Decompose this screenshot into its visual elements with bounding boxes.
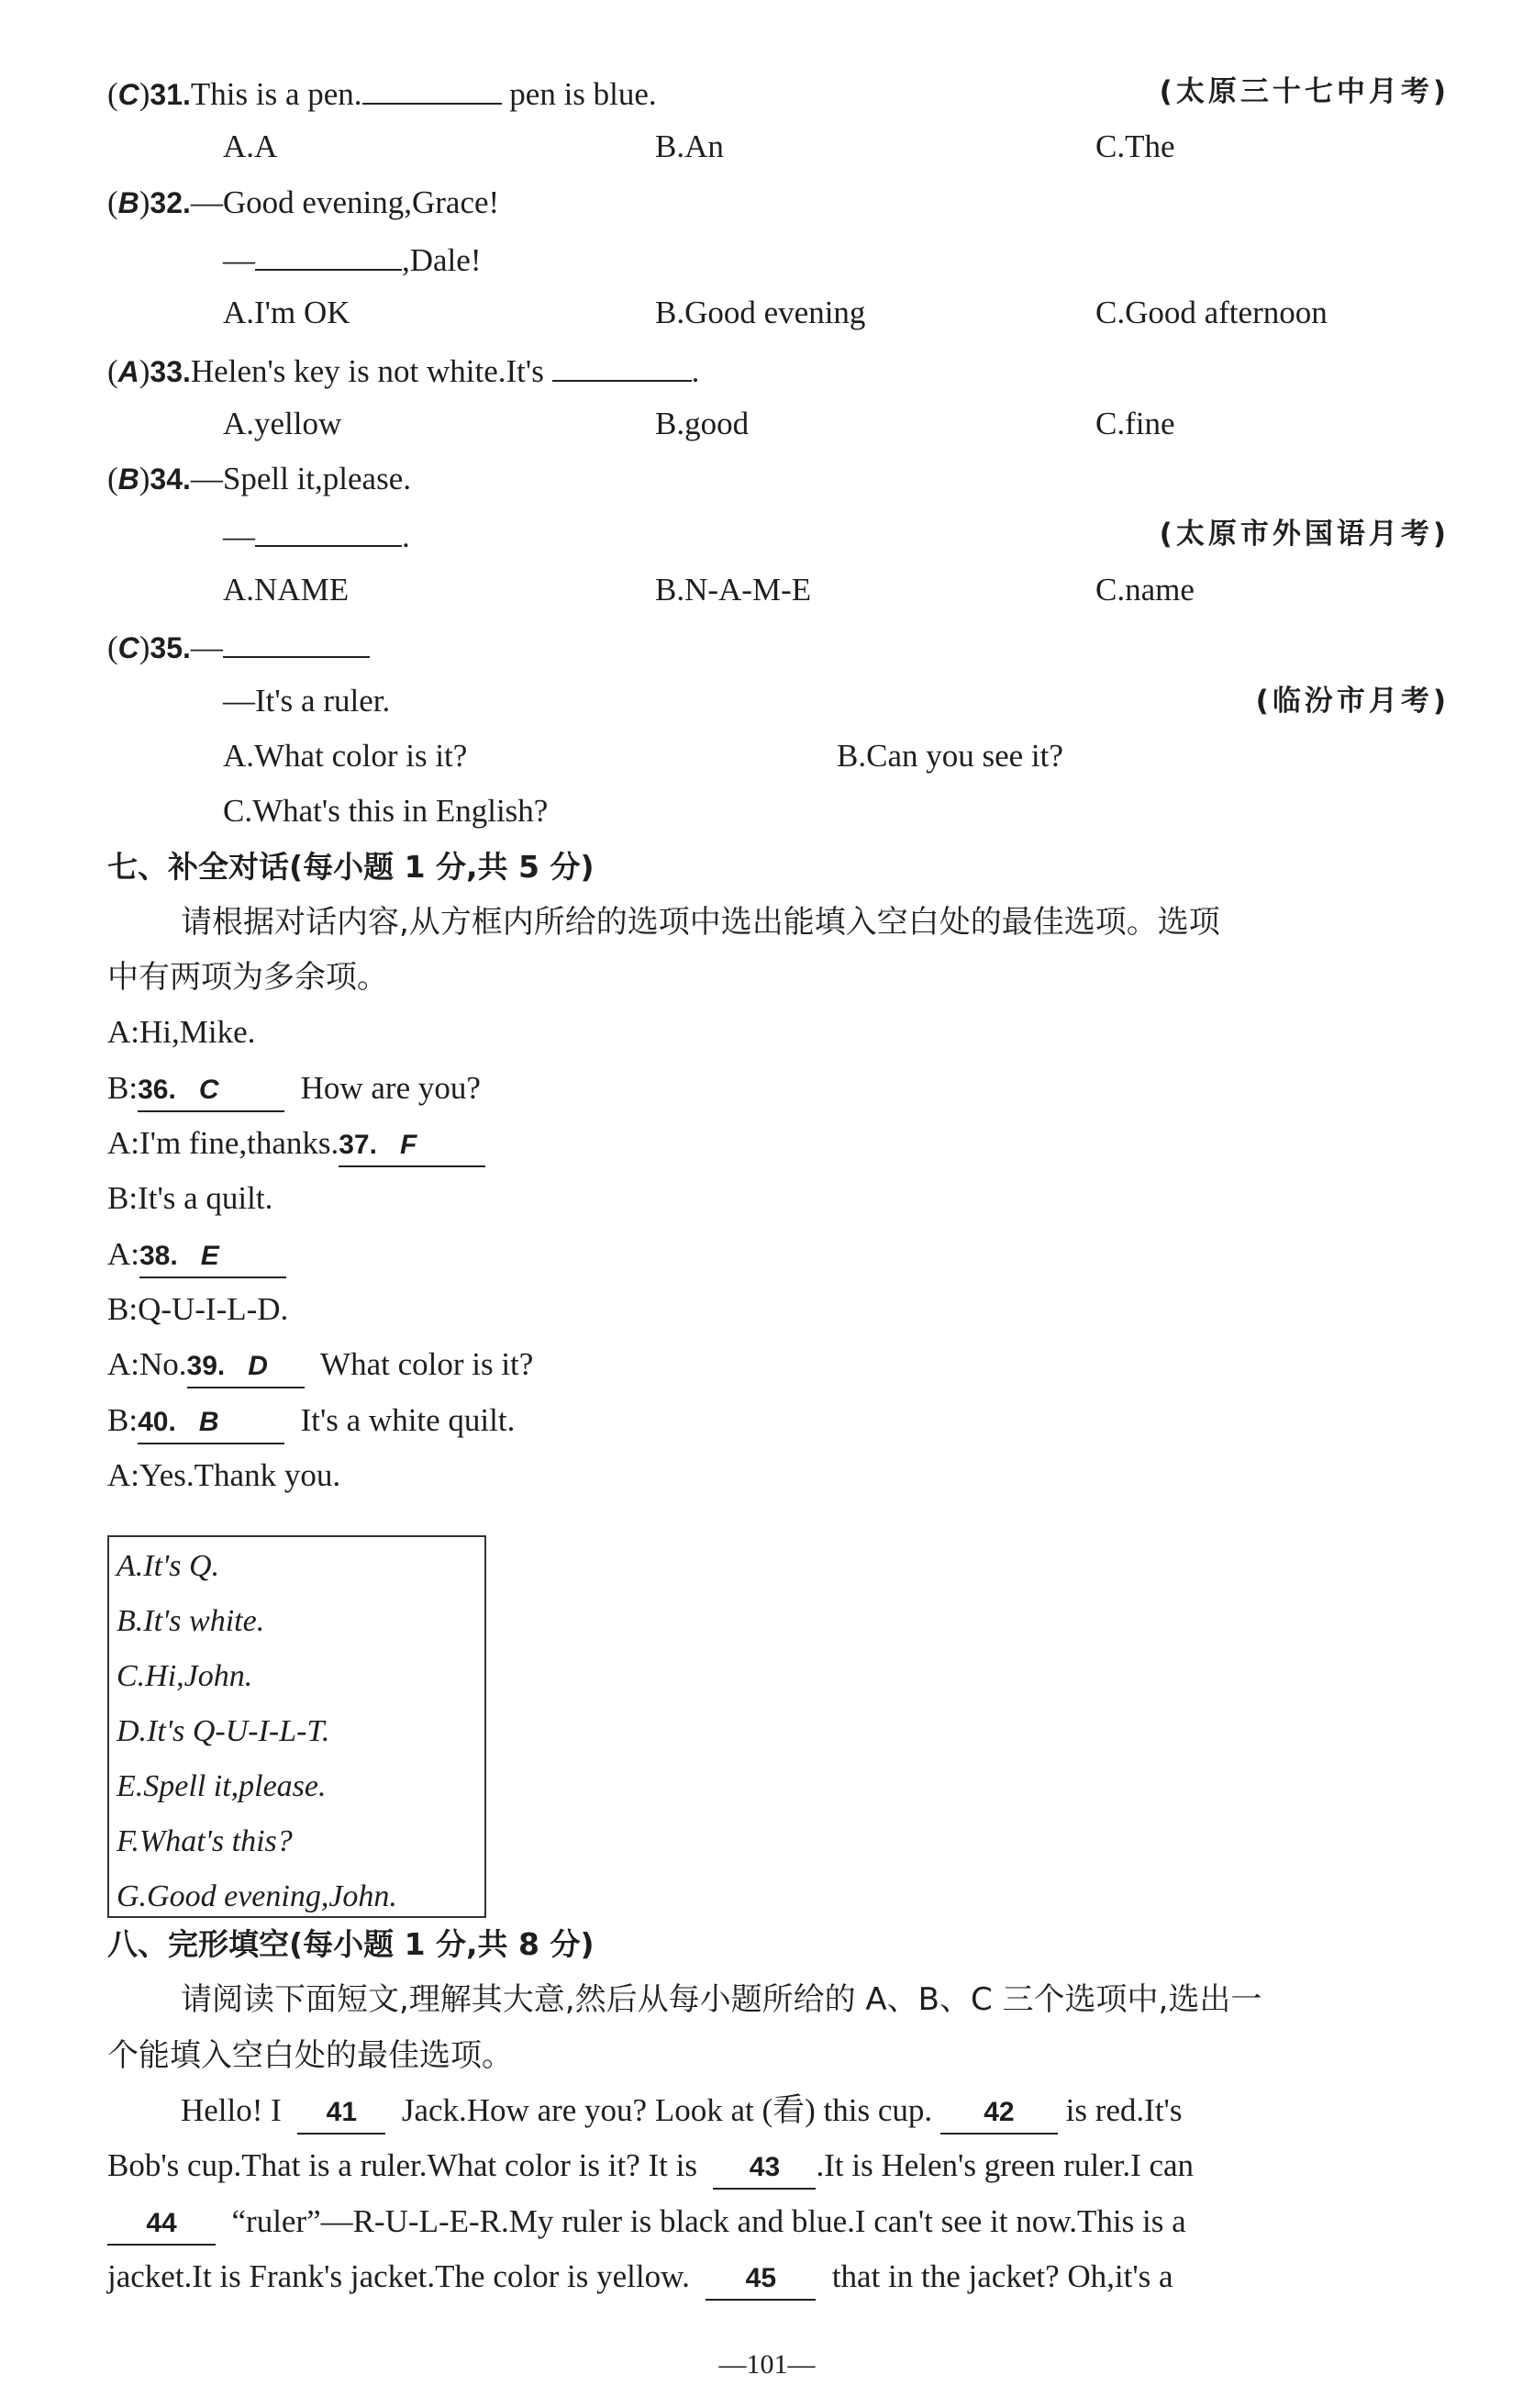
option-c: C.name	[1095, 572, 1195, 608]
speaker: B:	[107, 1402, 139, 1438]
question-34: (B)34.—Spell it,please.	[107, 461, 412, 496]
box-option: F.What's this?	[117, 1824, 293, 1858]
question-number: 33.	[150, 355, 191, 388]
option-b: B.good	[655, 406, 750, 441]
blank-number: 39.	[186, 1351, 226, 1381]
question-32-reply	[223, 238, 481, 281]
section-7-heading: 七、补全对话(每小题 1 分,共 5 分)	[107, 849, 595, 885]
passage-line	[181, 2090, 1182, 2135]
option-a: A.What color is it?	[223, 738, 468, 774]
section-7-instruction: 请根据对话内容,从方框内所给的选项中选出能填入空白处的最佳选项。选项	[181, 904, 1220, 941]
source-note: (太原三十七中月考)	[1159, 75, 1450, 108]
blank-answer: F	[399, 1130, 417, 1160]
blank-36	[138, 1070, 284, 1112]
dash: —	[190, 630, 223, 665]
dialogue-line: B:It's a quilt.	[107, 1180, 273, 1216]
section-8-instruction: 请阅读下面短文,理解其大意,然后从每小题所给的 A、B、C 三个选项中,选出一	[181, 1981, 1262, 2018]
blank-answer: B	[198, 1407, 219, 1437]
blank-38	[139, 1236, 286, 1278]
dash: —	[223, 518, 255, 554]
answer-blank	[255, 514, 402, 547]
passage-text: Jack.How are you? Look at (看) this cup.	[401, 2092, 933, 2128]
box-option: A.It's Q.	[117, 1549, 220, 1583]
passage-text: is red.It's	[1065, 2092, 1183, 2128]
blank-41: 41	[297, 2092, 385, 2135]
dialogue-line	[107, 1123, 485, 1167]
option-c: C.Good afternoon	[1095, 295, 1328, 330]
passage-text: Bob's cup.That is a ruler.What color is it? It is	[107, 2147, 697, 2183]
option-a: A.A	[223, 128, 278, 164]
question-35-reply: —It's a ruler.	[223, 683, 391, 719]
question-34-reply	[223, 514, 410, 557]
blank-number: 38.	[139, 1241, 178, 1271]
answer-31: C	[117, 78, 139, 111]
passage-text: “ruler”—R-U-L-E-R.My ruler is black and blue.I can't see it now.This is a	[231, 2203, 1186, 2239]
answer-blank	[255, 238, 402, 271]
dialogue-text: How are you?	[300, 1070, 481, 1106]
answer-33: A	[117, 355, 139, 388]
answer-blank	[362, 72, 502, 105]
passage-text: that in the jacket? Oh,it's a	[831, 2258, 1173, 2294]
passage-line	[107, 2202, 1186, 2246]
blank-answer: D	[248, 1351, 268, 1381]
dialogue-text: A:I'm fine,thanks.	[107, 1125, 339, 1161]
speaker: A:	[107, 1236, 139, 1272]
option-b: B.N-A-M-E	[655, 572, 812, 608]
question-number: 35.	[150, 631, 191, 664]
blank-answer: C	[198, 1075, 219, 1105]
section-8-instruction-cont: 个能填入空白处的最佳选项。	[107, 2037, 513, 2074]
dialogue-line	[107, 1234, 286, 1278]
answer-34: B	[117, 463, 139, 496]
blank-37	[339, 1125, 485, 1167]
blank-40	[138, 1402, 284, 1444]
dialogue-text: It's a white quilt.	[300, 1402, 516, 1438]
dialogue-line	[107, 1400, 515, 1444]
question-32: (B)32.—Good evening,Grace!	[107, 184, 500, 220]
passage-line	[107, 2146, 1194, 2190]
option-b: B.An	[655, 128, 724, 164]
options-box	[107, 1535, 486, 1918]
dialogue-text: What color is it?	[320, 1346, 534, 1382]
question-text: —Good evening,Grace!	[190, 184, 500, 220]
box-option: B.It's white.	[117, 1604, 265, 1638]
blank-number: 37.	[339, 1130, 377, 1160]
question-31: (C)31.This is a pen. pen is blue.	[107, 72, 657, 115]
source-note: (临汾市月考)	[1255, 685, 1450, 718]
option-a: A.NAME	[223, 572, 350, 608]
question-number: 34.	[150, 463, 191, 496]
question-text: —Spell it,please.	[190, 461, 412, 496]
question-text: .	[402, 518, 410, 554]
question-33: (A)33.Helen's key is not white.It's .	[107, 349, 699, 392]
section-7-instruction-cont: 中有两项为多余项。	[107, 959, 388, 996]
option-a: A.yellow	[223, 406, 342, 441]
dialogue-line: A:Hi,Mike.	[107, 1014, 256, 1050]
question-text: .	[691, 353, 700, 389]
question-number: 32.	[150, 186, 191, 219]
dialogue-line	[107, 1344, 533, 1388]
dash: —	[223, 242, 255, 278]
box-option: D.It's Q-U-I-L-T.	[117, 1714, 330, 1748]
dialogue-line: B:Q-U-I-L-D.	[107, 1291, 289, 1327]
dialogue-line	[107, 1068, 481, 1112]
answer-35: C	[117, 631, 139, 664]
option-b: B.Can you see it?	[837, 738, 1063, 774]
answer-blank	[552, 349, 692, 382]
blank-answer: E	[200, 1241, 219, 1271]
blank-number: 36.	[138, 1075, 176, 1105]
option-b: B.Good evening	[655, 295, 866, 330]
question-text: Helen's key is not white.It's	[190, 353, 552, 389]
passage-line	[107, 2257, 1173, 2301]
source-note: (太原市外国语月考)	[1159, 518, 1450, 551]
option-a: A.I'm OK	[223, 295, 350, 330]
passage-text: .It is Helen's green ruler.I can	[816, 2147, 1195, 2183]
dialogue-line: A:Yes.Thank you.	[107, 1457, 341, 1493]
blank-43: 43	[713, 2147, 816, 2190]
answer-blank	[223, 625, 370, 658]
option-c: C.fine	[1095, 406, 1175, 441]
blank-44: 44	[107, 2203, 216, 2246]
blank-39	[187, 1346, 305, 1388]
dialogue-text: A:No.	[107, 1346, 187, 1382]
speaker: B:	[107, 1070, 139, 1106]
box-option: E.Spell it,please.	[117, 1769, 327, 1803]
option-c: C.The	[1095, 128, 1175, 164]
passage-text: Hello! I	[181, 2092, 282, 2128]
section-8-heading: 八、完形填空(每小题 1 分,共 8 分)	[107, 1926, 595, 1962]
question-text: pen is blue.	[501, 76, 657, 112]
passage-text: jacket.It is Frank's jacket.The color is yellow.	[107, 2258, 690, 2294]
box-option: G.Good evening,John.	[117, 1879, 397, 1913]
question-35: (C)35.—	[107, 625, 370, 668]
question-text: ,Dale!	[402, 242, 482, 278]
box-option: C.Hi,John.	[117, 1659, 253, 1693]
blank-number: 40.	[138, 1407, 176, 1437]
page-number: —101—	[718, 2349, 816, 2380]
blank-45: 45	[706, 2258, 816, 2301]
question-number: 31.	[150, 78, 191, 111]
option-c: C.What's this in English?	[223, 793, 549, 829]
question-text: This is a pen.	[190, 76, 362, 112]
blank-42: 42	[940, 2092, 1058, 2135]
answer-32: B	[117, 186, 139, 219]
